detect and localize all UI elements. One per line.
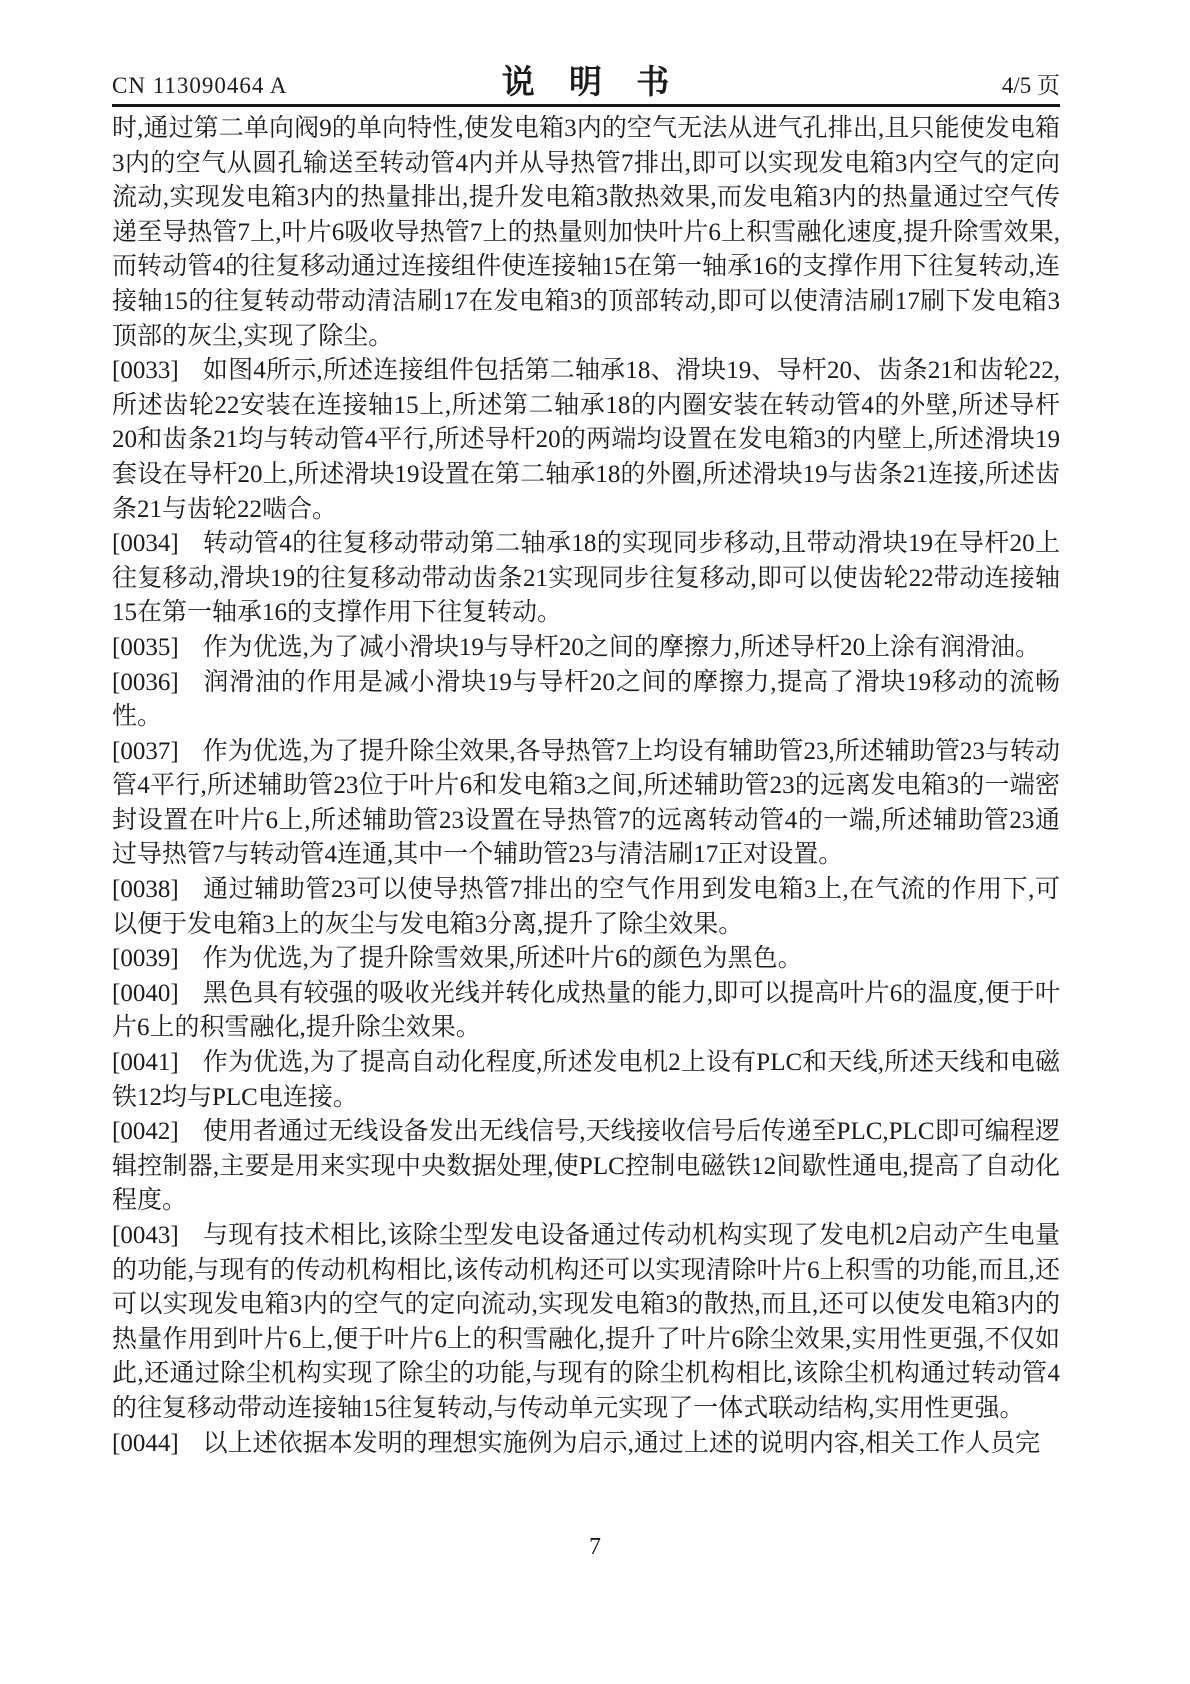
paragraph-number: [0037] [112, 737, 179, 765]
paragraph [112, 1046, 1060, 1115]
paragraph-number: [0033] [112, 357, 179, 385]
paragraph-number: [0036] [112, 668, 179, 696]
page-title: 说 明 书 [501, 65, 683, 101]
paragraph [112, 735, 1060, 873]
page-indicator: 4/5 页 [1001, 73, 1060, 98]
paragraph-text: 使用者通过无线设备发出无线信号,天线接收信号后传递至PLC,PLC即可编程逻辑控制器,主要是用来实现中央数据处理,使PLC控制电磁铁12间歇性通电,提高了自动化程度。 [112, 1118, 1060, 1215]
paragraph-text: 通过辅助管23可以使导热管7排出的空气作用到发电箱3上,在气流的作用下,可以便于发电箱3上的灰尘与发电箱3分离,提升了除尘效果。 [112, 876, 1060, 938]
paragraph-number: [0034] [112, 530, 179, 558]
paragraph-text: 作为优选,为了提高自动化程度,所述发电机2上设有PLC和天线,所述天线和电磁铁12均与PLC电连接。 [112, 1049, 1060, 1111]
paragraph [112, 1219, 1060, 1427]
paragraph-number: [0039] [112, 945, 179, 973]
paragraph [112, 1115, 1060, 1219]
header-rule [112, 104, 1060, 107]
document-number: CN 113090464 A [112, 73, 288, 98]
paragraph-text: 作为优选,为了减小滑块19与导杆20之间的摩擦力,所述导杆20上涂有润滑油。 [202, 633, 1041, 661]
paragraph [112, 666, 1060, 735]
paragraph [112, 1427, 1060, 1462]
paragraph-text: 与现有技术相比,该除尘型发电设备通过传动机构实现了发电机2启动产生电量的功能,与现有的传动机构相比,该传动机构还可以实现清除叶片6上积雪的功能,而且,还可以实现发电箱3内的空气的定向流动,实现发电箱3的散热,而且,还可以使发电箱3内的热量作用到叶片6上,便于叶片6上的积雪融化,提升了叶片6除尘效果,实用性更强,不仅如此,还通过除尘机构实现了除尘的功能,与现有的除尘机构相比,该除尘机构通过转动管4的往复移动带动连接轴15往复转动,与传动单元实现了一体式联动结构,实用性更强。 [112, 1222, 1060, 1422]
paragraph-number: [0043] [112, 1222, 179, 1249]
paragraph [112, 527, 1060, 631]
paragraph-text: 转动管4的往复移动带动第二轴承18的实现同步移动,且带动滑块19在导杆20上往复移动,滑块19的往复移动带动齿条21实现同步往复移动,即可以使齿轮22带动连接轴15在第一轴承16的支撑作用下往复转动。 [112, 530, 1060, 627]
page-header [112, 56, 1060, 103]
paragraph-text: 如图4所示,所述连接组件包括第二轴承18、滑块19、导杆20、齿条21和齿轮22,所述齿轮22安装在连接轴15上,所述第二轴承18的内圈安装在转动管4的外壁,所述导杆20和齿条21均与转动管4平行,所述导杆20的两端均设置在发电箱3的内壁上,所述滑块19套设在导杆20上,所述滑块19设置在第二轴承18的外圈,所述滑块19与齿条21连接,所述齿条21与齿轮22啮合。 [112, 357, 1060, 523]
paragraph-number: [0044] [112, 1429, 179, 1457]
paragraph-number: [0040] [112, 979, 179, 1007]
paragraph-text: 作为优选,为了提升除雪效果,所述叶片6的颜色为黑色。 [202, 945, 803, 973]
paragraph-number: [0035] [112, 633, 179, 661]
paragraph-number: [0041] [112, 1049, 179, 1077]
paragraph-text: 作为优选,为了提升除尘效果,各导热管7上均设有辅助管23,所述辅助管23与转动管4平行,所述辅助管23位于叶片6和发电箱3之间,所述辅助管23的远离发电箱3的一端密封设置在叶片6上,所述辅助管23设置在导热管7的远离转动管4的一端,所述辅助管23通过导热管7与转动管4连通,其中一个辅助管23与清洁刷17正对设置。 [112, 737, 1060, 869]
page-number: 7 [589, 1534, 601, 1560]
paragraph-text: 时,通过第二单向阀9的单向特性,使发电箱3内的空气无法从进气孔排出,且只能使发电箱3内的空气从圆孔输送至转动管4内并从导热管7排出,即可以实现发电箱3内空气的定向流动,实现发电箱3内的热量排出,提升发电箱3散热效果,而发电箱3内的热量通过空气传递至导热管7上,叶片6吸收导热管7上的热量则加快叶片6上积雪融化速度,提升除雪效果,而转动管4的往复移动通过连接组件使连接轴15在第一轴承16的支撑作用下往复转动,连接轴15的往复转动带动清洁刷17在发电箱3的顶部转动,即可以使清洁刷17刷下发电箱3顶部的灰尘,实现了除尘。 [112, 115, 1060, 350]
paragraph-text: 黑色具有较强的吸收光线并转化成热量的能力,即可以提高叶片6的温度,便于叶片6上的积雪融化,提升除尘效果。 [112, 979, 1060, 1042]
paragraph-number: [0038] [112, 876, 179, 904]
page-footer [0, 1534, 1190, 1561]
paragraph-text: 以上述依据本发明的理想实施例为启示,通过上述的说明内容,相关工作人员完 [202, 1429, 1041, 1457]
paragraph [112, 942, 1060, 977]
paragraph [112, 112, 1060, 354]
paragraph [112, 873, 1060, 942]
paragraph [112, 977, 1060, 1046]
paragraph [112, 631, 1060, 666]
paragraph-text: 润滑油的作用是减小滑块19与导杆20之间的摩擦力,提高了滑块19移动的流畅性。 [112, 668, 1060, 731]
paragraph [112, 354, 1060, 527]
paragraph-number: [0042] [112, 1118, 179, 1146]
document-body [112, 112, 1060, 1461]
